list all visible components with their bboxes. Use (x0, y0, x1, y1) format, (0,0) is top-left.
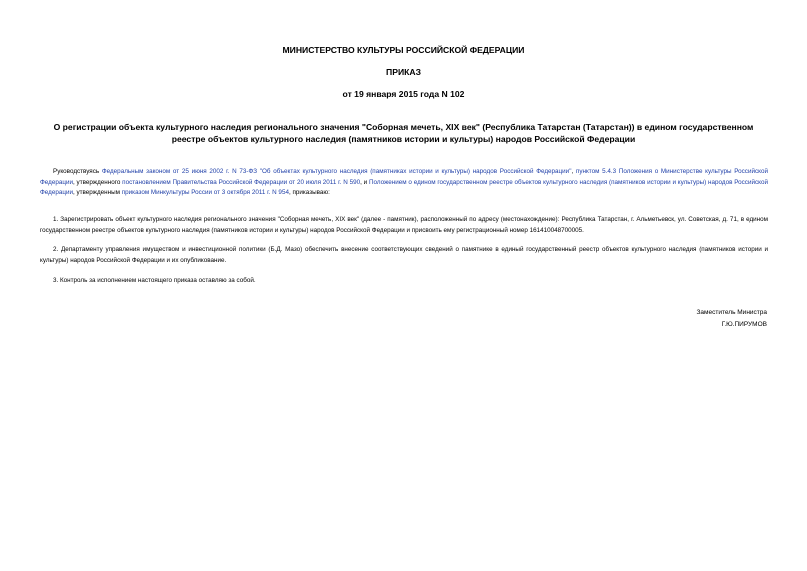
order-item-2: 2. Департаменту управления имуществом и инвестиционной политики (Б.Д. Мазо) обеспечить внесение соответствующих сведений о памятнике в единый государственный реестр объектов культурного наследия (памятников истории и культуры) народов Российской Федерации и их опубликование. (40, 246, 768, 264)
federal-law-link[interactable]: Федеральным законом от 25 июня 2002 г. N 73-ФЗ "Об объектах культурного наследия (памятниках истории и культуры) народов Российской Федерации" (101, 168, 572, 175)
ministry-order-link[interactable]: приказом Минкультуры России от 3 октября 2011 г. N 954 (121, 189, 289, 197)
order-item-1: 1. Зарегистрировать объект культурного наследия регионального значения "Соборная мечеть, XIX век" (далее - памятник), расположенный по адресу (местонахождение): Республика Татарстан, г. Альметьевск, ул. Советская, д. 71, в едином государственном реестре объектов культурного наследия (памятников истории и культуры) народов Российской Федерации и присвоить ему регистрационный номер 161410048700005. (40, 216, 768, 234)
preamble-text: , утвержденного (72, 178, 123, 186)
preamble-text: , (571, 168, 576, 175)
document-type: ПРИКАЗ (386, 67, 421, 77)
signatory-role: Заместитель Министра (696, 309, 767, 316)
preamble-text: , утвержденным (72, 189, 122, 197)
preamble-text: , и (360, 178, 369, 186)
document-subject: О регистрации объекта культурного наследия регионального значения "Соборная мечеть, XIX век" (Республика Татарстан (Татарстан)) в едином государственном реестре объектов культурного наследия (памятников истории и культуры) народов Российской Федерации (53, 122, 754, 144)
preamble-paragraph (40, 167, 768, 199)
order-item-3: 3. Контроль за исполнением настоящего приказа оставляю за собой. (53, 277, 256, 284)
signatory-name: Г.Ю.ПИРУМОВ (721, 321, 767, 328)
ministry-regulation-link[interactable]: пунктом 5.4.3 Положения о Министерстве культуры Российской Федерации (40, 168, 768, 186)
preamble-text: Руководствуясь (53, 168, 102, 175)
government-resolution-link[interactable]: постановлением Правительства Российской Федерации от 20 июля 2011 г. N 590 (122, 178, 361, 186)
ministry-title: МИНИСТЕРСТВО КУЛЬТУРЫ РОССИЙСКОЙ ФЕДЕРАЦИИ (282, 45, 525, 55)
document-date-number: от 19 января 2015 года N 102 (342, 89, 465, 99)
registry-regulation-link[interactable]: Положением о едином государственном реестре объектов культурного наследия (памятников истории и культуры) народов Российской Федерации (40, 178, 768, 197)
preamble-text: , приказываю: (288, 189, 330, 197)
